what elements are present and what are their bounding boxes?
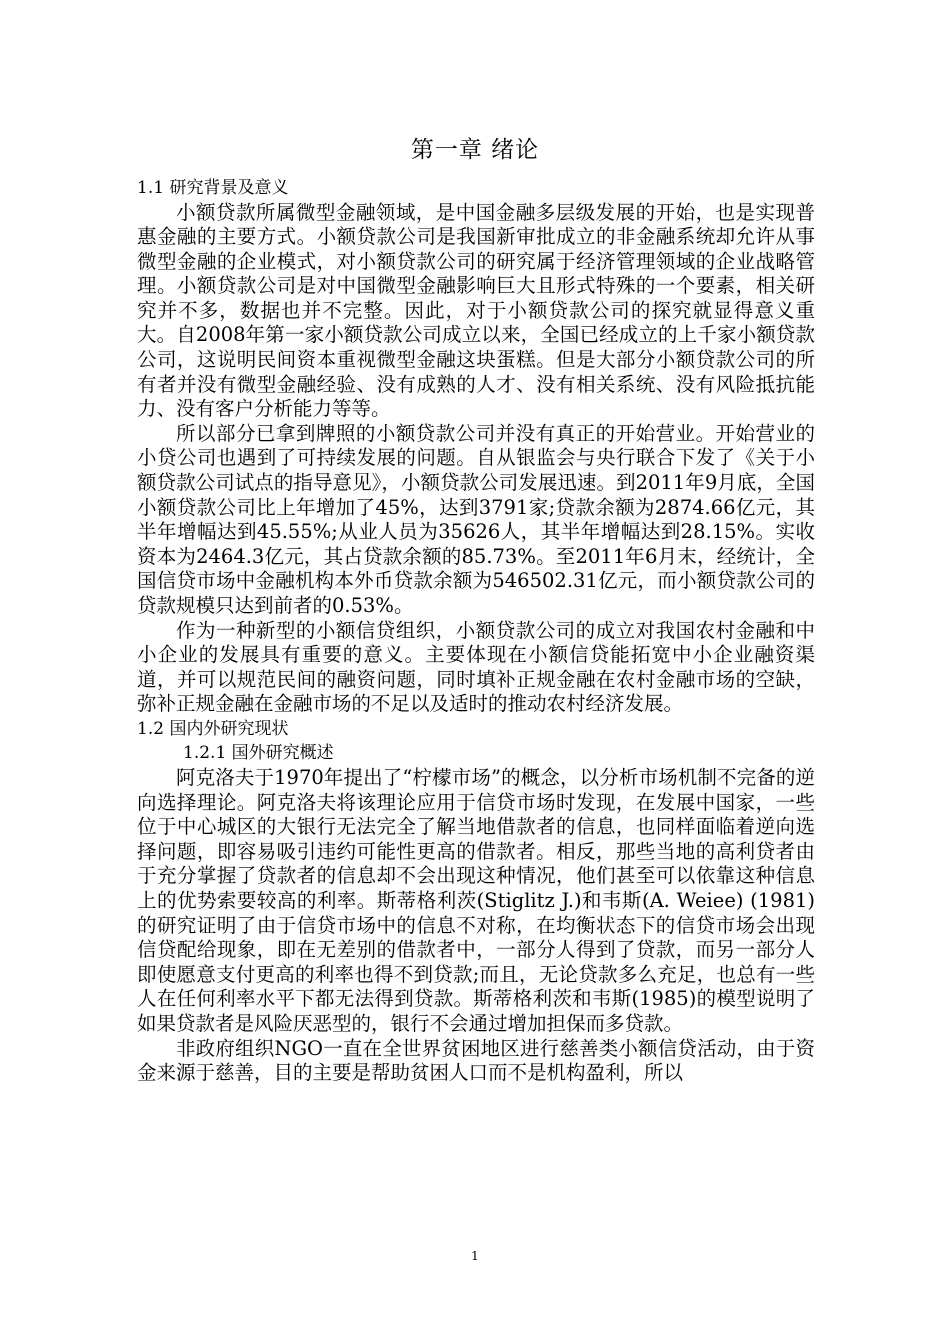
- paragraph: 非政府组织NGO一直在全世界贫困地区进行慈善类小额信贷活动，由于资金来源于慈善，目的主要是帮助贫困人口而不是机构盈利，所以: [137, 1036, 815, 1085]
- page-number: 1: [471, 1249, 479, 1263]
- section-heading-1-1: 1.1 研究背景及意义: [137, 178, 289, 198]
- paragraph: 作为一种新型的小额信贷组织，小额贷款公司的成立对我国农村金融和中小企业的发展具有重要的意义。主要体现在小额信贷能拓宽中小企业融资渠道，并可以规范民间的融资问题，同时填补正规金融在农村金融市场的空缺，弥补正规金融在金融市场的不足以及适时的推动农村经济发展。: [137, 618, 815, 716]
- paragraph: 小额贷款所属微型金融领域，是中国金融多层级发展的开始，也是实现普惠金融的主要方式。小额贷款公司是我国新审批成立的非金融系统却允许从事微型金融的企业模式，对小额贷款公司的研究属于经济管理领域的企业战略管理。小额贷款公司是对中国微型金融影响巨大且形式特殊的一个要素，相关研究并不多，数据也并不完整。因此，对于小额贷款公司的探究就显得意义重大。自2008年第一家小额贷款公司成立以来，全国已经成立的上千家小额贷款公司，这说明民间资本重视微型金融这块蛋糕。但是大部分小额贷款公司的所有者并没有微型金融经验、没有成熟的人才、没有相关系统、没有风险抵抗能力、没有客户分析能力等等。: [137, 200, 815, 421]
- subsection-heading-1-2-1: 1.2.1 国外研究概述: [183, 743, 334, 764]
- paragraph: 所以部分已拿到牌照的小额贷款公司并没有真正的开始营业。开始营业的小贷公司也遇到了可持续发展的问题。自从银监会与央行联合下发了《关于小额贷款公司试点的指导意见》，小额贷款公司发展迅速。到2011年9月底，全国小额贷款公司比上年增加了45%，达到3791家;贷款余额为2874.66亿元，其半年增幅达到45.55%;从业人员为35626人，其半年增幅达到28.15%。实收资本为2464.3亿元，其占贷款余额的85.73%。至2011年6月末，经统计，全国信贷市场中金融机构本外币贷款余额为546502.31亿元，而小额贷款公司的贷款规模只达到前者的0.53%。: [137, 421, 815, 617]
- paragraph: 阿克洛夫于1970年提出了“柠檬市场”的概念，以分析市场机制不完备的逆向选择理论。阿克洛夫将该理论应用于信贷市场时发现，在发展中国家，一些位于中心城区的大银行无法完全了解当地借款者的信息，也同样面临着逆向选择问题，即容易吸引违约可能性更高的借款者。相反，那些当地的高利贷者由于充分掌握了贷款者的信息却不会出现这种情况，他们甚至可以依靠这种信息上的优势索要较高的利率。斯蒂格利茨(Stiglitz J.)和韦斯(A. Weiee) (1981)的研究证明了由于信贷市场中的信息不对称，在均衡状态下的信贷市场会出现信贷配给现象，即在无差别的借款者中，一部分人得到了贷款，而另一部分人即使愿意支付更高的利率也得不到贷款;而且，无论贷款多么充足，也总有一些人在任何利率水平下都无法得到贷款。斯蒂格利茨和韦斯(1985)的模型说明了如果贷款者是风险厌恶型的，银行不会通过增加担保而多贷款。: [137, 765, 815, 1035]
- section-heading-1-2: 1.2 国内外研究现状: [137, 718, 289, 739]
- chapter-title: 第一章 绪论: [410, 137, 540, 163]
- body-text: [137, 176, 815, 1086]
